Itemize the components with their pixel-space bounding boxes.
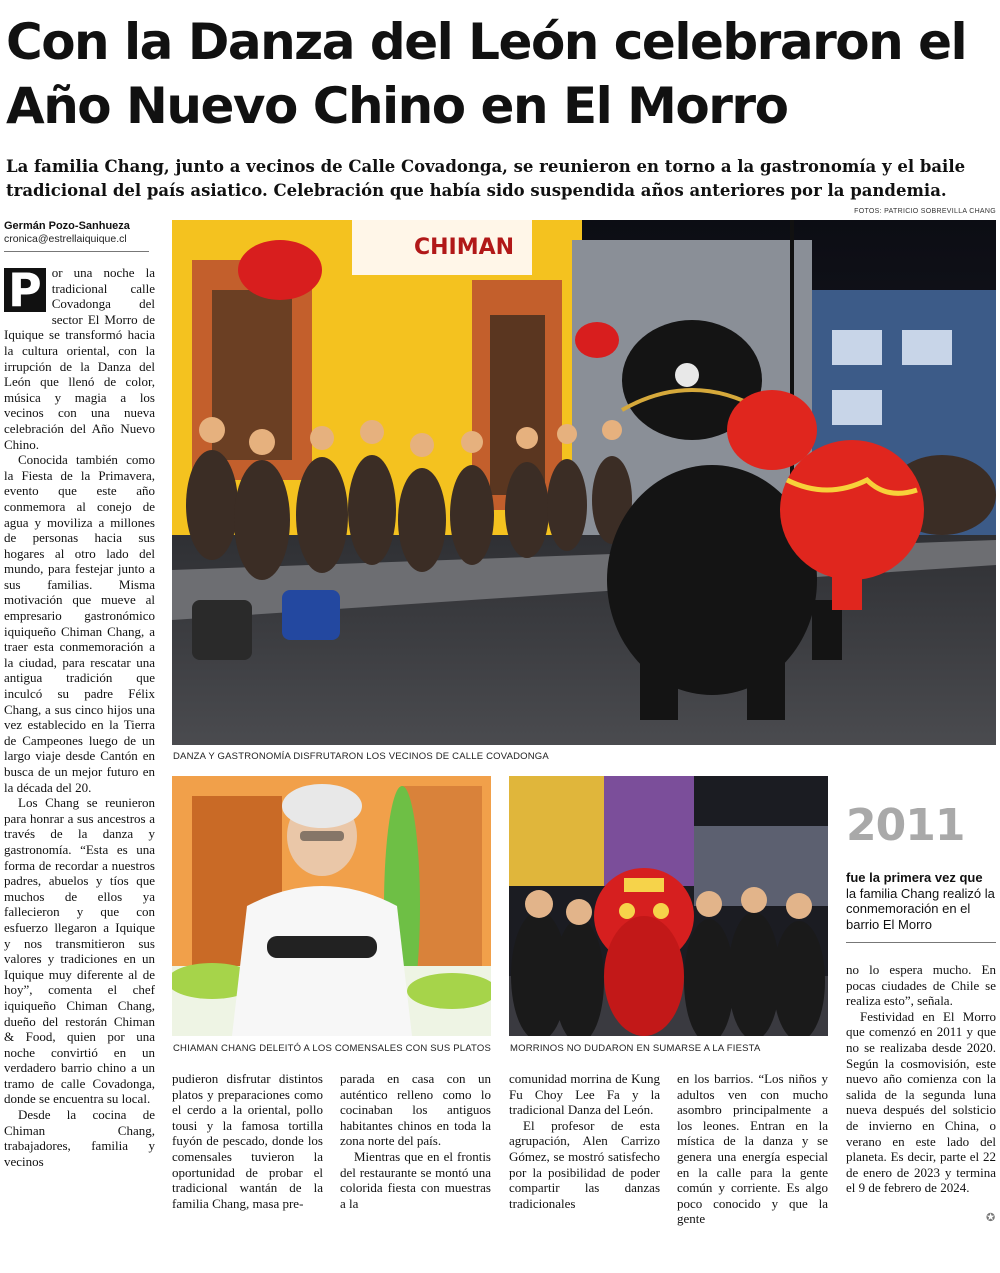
paragraph: en los barrios. “Los niños y adultos ven con mucho asombro principalmente a los leones. Entran en la mística de la danza y se genera una energía especial en la calle para la gente común y corriente. Es algo poco conocido y que la gente bbox=[677, 1071, 828, 1227]
group-photo-caption: MORRINOS NO DUDARON EN SUMARSE A LA FIESTA bbox=[510, 1043, 761, 1054]
main-photo-lion-dance bbox=[172, 220, 996, 745]
byline bbox=[4, 219, 149, 252]
photo-credit: FOTOS: PATRICIO SOBREVILLA CHANG bbox=[854, 208, 996, 215]
factbox-text bbox=[846, 870, 996, 943]
paragraph: comunidad morrina de Kung Fu Choy Lee Fa y la tradicional Danza del León. bbox=[509, 1071, 660, 1118]
factbox-year: 2011 bbox=[846, 800, 965, 851]
headline: Con la Danza del León celebraron el Año Nuevo Chino en El Morro bbox=[6, 13, 967, 135]
paragraph: no lo espera mucho. En pocas ciudades de Chile se realiza esto”, señala. bbox=[846, 962, 996, 1009]
article-column-6 bbox=[846, 962, 996, 1196]
chef-photo-caption: CHIAMAN CHANG DELEITÓ A LOS COMENSALES CON SUS PLATOS bbox=[173, 1043, 492, 1054]
restaurant-sign-text: CHIMAN bbox=[414, 235, 515, 260]
paragraph: El profesor de esta agrupación, Alen Carrizo Gómez, se mostró satisfecho por la posibilidad de poder compartir las danzas tradicionales bbox=[509, 1117, 660, 1211]
group-illustration bbox=[509, 776, 828, 1036]
group-photo bbox=[509, 776, 828, 1036]
paragraph: Los Chang se reunieron para honrar a sus ancestros a través de la danza y gastronomía. “Esta es una forma de recordar a nuestros padres, abuelos y tíos que muchos de ellos ya fallecieron y que con esfuerzo llegaron a Iquique y nos transmitieron sus valores y tradiciones en un Iquique muy diferente al de hoy”, comenta el chef iquiqueño Chiman Chang, dueño del restorán Chiman & Food, quien por una noche convirtió en un verdadero barrio chino a un tramo de calle Covadonga, donde se encuentra su local. bbox=[4, 795, 155, 1107]
main-photo-caption: DANZA Y GASTRONOMÍA DISFRUTARON LOS VECINOS DE CALLE COVADONGA bbox=[173, 751, 549, 762]
paragraph: Festividad en El Morro que comenzó en 2011 y que no se realizaba desde 2020. Según la cosmovisión, este nuevo año comienza con la salida de la segunda luna nueva después del solsticio de invierno en China, o verano en este lado del planeta. Es decir, parte el 22 de enero de 2023 y termina el 9 de febrero de 2024. bbox=[846, 1008, 996, 1196]
article-column-3 bbox=[340, 1071, 491, 1211]
paragraph: Desde la cocina de Chiman Chang, trabajadores, familia y vecinos bbox=[4, 1107, 155, 1169]
article-column-2 bbox=[172, 1071, 323, 1211]
byline-email[interactable]: cronica@estrellaiquique.cl bbox=[4, 233, 127, 245]
byline-author: Germán Pozo-Sanhueza bbox=[4, 220, 130, 232]
article-column-4 bbox=[509, 1071, 660, 1211]
article-column-5 bbox=[677, 1071, 828, 1227]
paragraph: Mientras que en el frontis del restaurante se montó una colorida fiesta con muestras a la bbox=[340, 1148, 491, 1211]
lead-paragraph: La familia Chang, junto a vecinos de Calle Covadonga, se reunieron en torno a la gastronomía y el baile tradicional del país asiatico. Celebración que había sido suspendida años anteriores por la pandemia. bbox=[6, 157, 966, 200]
chef-photo bbox=[172, 776, 491, 1036]
factbox-body: la familia Chang realizó la conmemoración en el barrio El Morro bbox=[846, 885, 995, 932]
chef-illustration bbox=[172, 776, 491, 1036]
paragraph: Conocida también como la Fiesta de la Primavera, evento que este año conmemora al conejo de agua y moviliza a millones de personas hacia sus hogares al otro lado del mundo, para festejar junto a sus familias. Misma motivación que mueve al empresario gastronómico iquiqueño Chiman Chang, a traer esta conmemoración a la ciudad, para rescatar una antigua tradición que inculcó su padre Félix Chang, a sus cinco hijos una vez establecido en la Tierra de Campeones luego de un largo viaje desde Cantón en busca de un mejor futuro en la década del 20. bbox=[4, 452, 155, 795]
article-column-1 bbox=[4, 265, 155, 1230]
end-mark-icon: ✪ bbox=[986, 1211, 996, 1224]
drop-cap: P bbox=[4, 268, 46, 312]
lion-dance-illustration bbox=[172, 220, 996, 745]
paragraph: parada en casa con un auténtico relleno como lo cocinaban los antiguos habitantes chinos en toda la zona norte del país. bbox=[340, 1071, 491, 1149]
factbox-strong: fue la primera vez que bbox=[846, 870, 983, 885]
paragraph: pudieron disfrutar distintos platos y preparaciones como el cerdo a la oriental, pollo tousi y la famosa tortilla fuyón de pescado, donde los comensales tuvieron la oportunidad de probar el tradicional wantán de la familia Chang, masa pre- bbox=[172, 1071, 323, 1211]
paragraph: P or una noche la tradicional calle Covadonga del sector El Morro de Iquique se transformó hacia la cultura oriental, con la irrupción de la Danza del León que llenó de color, música y magia a los vecinos con una nueva celebración del Año Nuevo Chino. bbox=[4, 263, 155, 452]
